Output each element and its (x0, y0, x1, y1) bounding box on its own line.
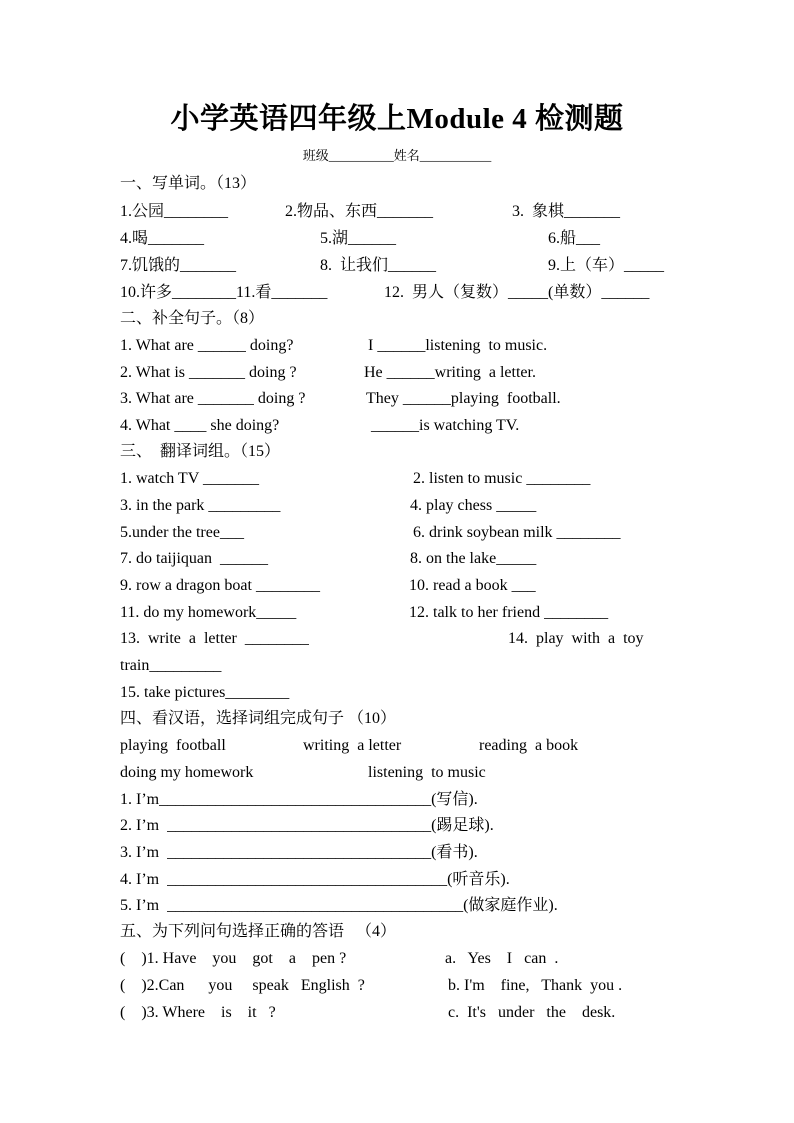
section-1-heading: 一、写单词。（13） (120, 175, 257, 192)
s5-answer: b. I'm fine, Thank you . (448, 977, 623, 994)
s3-item: 11. do my homework_____ (120, 604, 297, 621)
s1-item: 3. 象棋_______ (512, 203, 621, 220)
s3-item: 6. drink soybean milk ________ (413, 524, 621, 541)
s2-question: 2. What is _______ doing ? (120, 364, 297, 381)
s2-question: 3. What are _______ doing ? (120, 390, 306, 407)
s3-item: 10. read a book ___ (409, 577, 536, 594)
s1-item: 4.喝_______ (120, 230, 205, 247)
s1-item: 9.上（车）_____ (548, 257, 665, 274)
s3-item: 7. do taijiquan ______ (120, 550, 268, 567)
s2-question: 1. What are ______ doing? (120, 337, 294, 354)
s5-question: ( )1. Have you got a pen ? (120, 950, 347, 967)
s3-item: 3. in the park _________ (120, 497, 281, 514)
s1-item: 12. 男人（复数）_____(单数）______ (384, 284, 650, 301)
section-5-heading: 五、为下列问句选择正确的答语 （4） (120, 923, 397, 940)
s4-sentence: 1. I’m__________________________________(写信). (120, 791, 478, 808)
s1-item: 10.许多________11.看_______ (120, 284, 328, 301)
section-2-heading: 二、补全句子。（8） (120, 310, 265, 327)
s3-item: 12. talk to her friend ________ (409, 604, 609, 621)
section-4-heading: 四、看汉语，选择词组完成句子 （10） (120, 710, 397, 727)
s2-question: 4. What ____ she doing? (120, 417, 280, 434)
s3-item: 9. row a dragon boat ________ (120, 577, 320, 594)
s1-item: 5.湖______ (320, 230, 397, 247)
s4-sentence: 2. I’m _________________________________(踢足球). (120, 817, 494, 834)
phrase-option: writing a letter (303, 737, 402, 754)
s5-question: ( )2.Can you speak English ? (120, 977, 365, 994)
phrase-option: doing my homework (120, 764, 254, 781)
s2-answer: They ______playing football. (366, 390, 561, 407)
s1-item: 1.公园________ (120, 203, 229, 220)
s2-answer: ______is watching TV. (371, 417, 520, 434)
phrase-option: reading a book (479, 737, 579, 754)
s1-item: 2.物品、东西_______ (285, 203, 434, 220)
section-3-heading: 三、 翻译词组。（15） (120, 443, 281, 460)
page-title: 小学英语四年级上Module 4 检测题 (170, 103, 624, 135)
s3-item: 4. play chess _____ (410, 497, 537, 514)
s4-sentence: 5. I’m _____________________________________(做家庭作业). (120, 897, 558, 914)
s1-item: 7.饥饿的_______ (120, 257, 237, 274)
s2-answer: I ______listening to music. (368, 337, 548, 354)
phrase-option: playing football (120, 737, 226, 754)
s3-item: 1. watch TV _______ (120, 470, 259, 487)
phrase-option: listening to music (368, 764, 486, 781)
s4-sentence: 4. I’m ___________________________________(听音乐). (120, 871, 510, 888)
s3-item: 2. listen to music ________ (413, 470, 591, 487)
s3-item: 14. play with a toy (508, 630, 644, 647)
s1-item: 6.船___ (548, 230, 601, 247)
s5-answer: c. It's under the desk. (448, 1004, 616, 1021)
s3-item: 13. write a letter ________ (120, 630, 309, 647)
s3-item: 8. on the lake_____ (410, 550, 537, 567)
s2-answer: He ______writing a letter. (364, 364, 536, 381)
s3-item-wrap: train_________ (120, 657, 222, 674)
s3-item: 5.under the tree___ (120, 524, 244, 541)
s3-item: 15. take pictures________ (120, 684, 290, 701)
class-name-line: 班级__________姓名___________ (302, 148, 492, 163)
s5-question: ( )3. Where is it ? (120, 1004, 276, 1021)
s1-item: 8. 让我们______ (320, 257, 437, 274)
s5-answer: a. Yes I can . (445, 950, 559, 967)
s4-sentence: 3. I’m _________________________________(看书). (120, 844, 478, 861)
